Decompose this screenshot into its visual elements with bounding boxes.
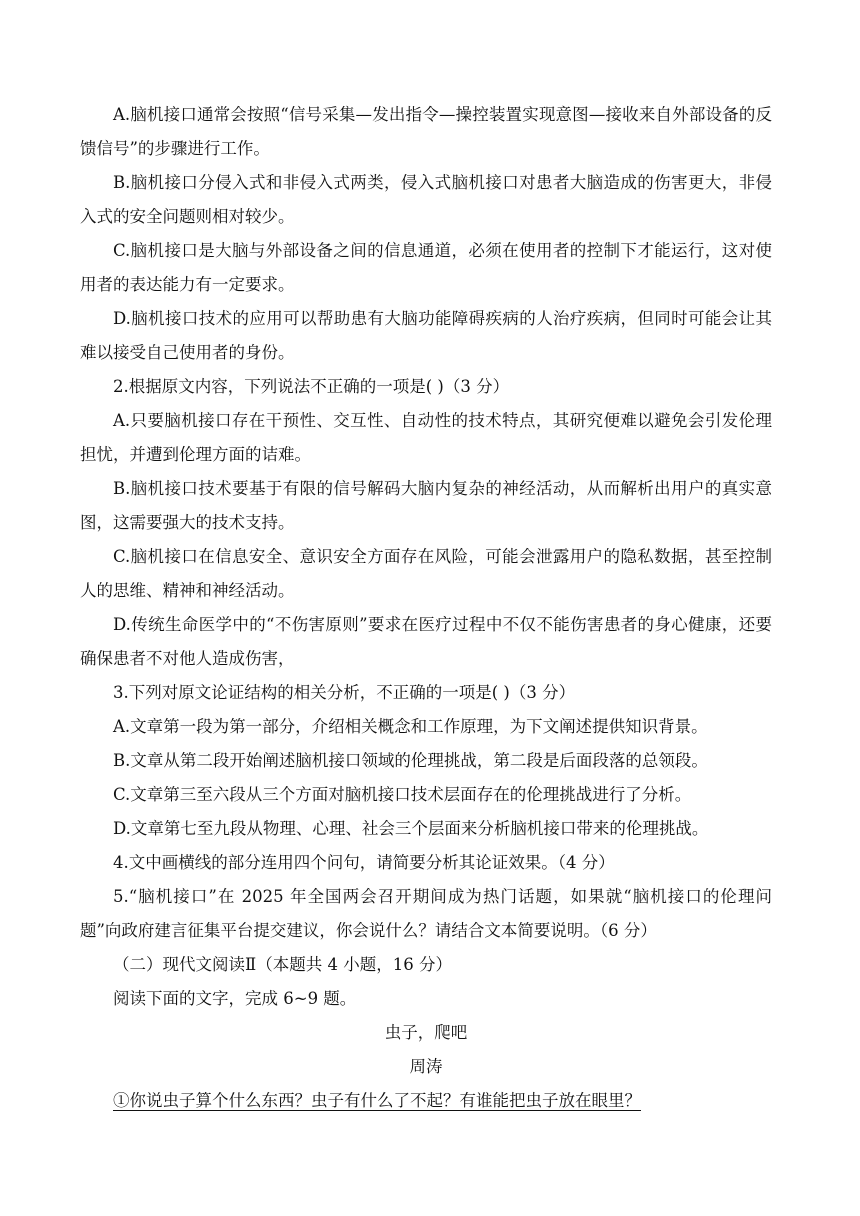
q2-option-a: A.只要脑机接口存在干预性、交互性、自动性的技术特点，其研究便难以避免会引发伦理担忧，并遭到伦理方面的诘难。 [80, 411, 772, 464]
section2-heading: （二）现代文阅读Ⅱ（本题共 4 小题，16 分） [113, 955, 452, 974]
section2-instruction: 阅读下面的文字，完成 6~9 题。 [113, 989, 357, 1008]
q2-stem: 2.根据原文内容，下列说法不正确的一项是( )（3 分） [113, 377, 510, 396]
underlined-sentence: ①你说虫子算个什么东西？虫子有什么了不起？有谁能把虫子放在眼里？ [113, 1091, 641, 1110]
document-page [80, 98, 772, 1118]
article-author: 周涛 [409, 1057, 443, 1076]
q3-stem: 3.下列对原文论证结构的相关分析，不正确的一项是( )（3 分） [113, 683, 576, 702]
q1-option-b: B.脑机接口分侵入式和非侵入式两类，侵入式脑机接口对患者大脑造成的伤害更大，非侵入式的安全问题则相对较少。 [80, 173, 772, 226]
q1-option-c: C.脑机接口是大脑与外部设备之间的信息通道，必须在使用者的控制下才能运行，这对使用者的表达能力有一定要求。 [80, 241, 772, 294]
article-paragraph-1 [80, 1084, 772, 1118]
q3-option-c: C.文章第三至六段从三个方面对脑机接口技术层面存在的伦理挑战进行了分析。 [113, 785, 692, 804]
q1-option-a: A.脑机接口通常会按照“信号采集—发出指令—操控装置实现意图—接收来自外部设备的反馈信号”的步骤进行工作。 [80, 105, 772, 158]
article-title: 虫子，爬吧 [384, 1023, 468, 1042]
q5-question: 5.“脑机接口”在 2025 年全国两会召开期间成为热门话题，如果就“脑机接口的伦理问题”向政府建言征集平台提交建议，你会说什么？请结合文本简要说明。（6 分） [80, 887, 772, 940]
q2-option-d: D.传统生命医学中的“不伤害原则”要求在医疗过程中不仅不能伤害患者的身心健康，还要确保患者不对他人造成伤害， [80, 615, 772, 668]
q2-option-b: B.脑机接口技术要基于有限的信号解码大脑内复杂的神经活动，从而解析出用户的真实意图，这需要强大的技术支持。 [80, 479, 772, 532]
q3-option-b: B.文章从第二段开始阐述脑机接口领域的伦理挑战，第二段是后面段落的总领段。 [113, 751, 708, 770]
q4-question: 4.文中画横线的部分连用四个问句，请简要分析其论证效果。（4 分） [113, 853, 615, 872]
q3-option-a: A.文章第一段为第一部分，介绍相关概念和工作原理，为下文阐述提供知识背景。 [113, 717, 708, 736]
q3-option-d: D.文章第七至九段从物理、心理、社会三个层面来分析脑机接口带来的伦理挑战。 [113, 819, 709, 838]
q2-option-c: C.脑机接口在信息安全、意识安全方面存在风险，可能会泄露用户的隐私数据，甚至控制人的思维、精神和神经活动。 [80, 547, 772, 600]
q1-option-d: D.脑机接口技术的应用可以帮助患有大脑功能障碍疾病的人治疗疾病，但同时可能会让其难以接受自己使用者的身份。 [80, 309, 772, 362]
